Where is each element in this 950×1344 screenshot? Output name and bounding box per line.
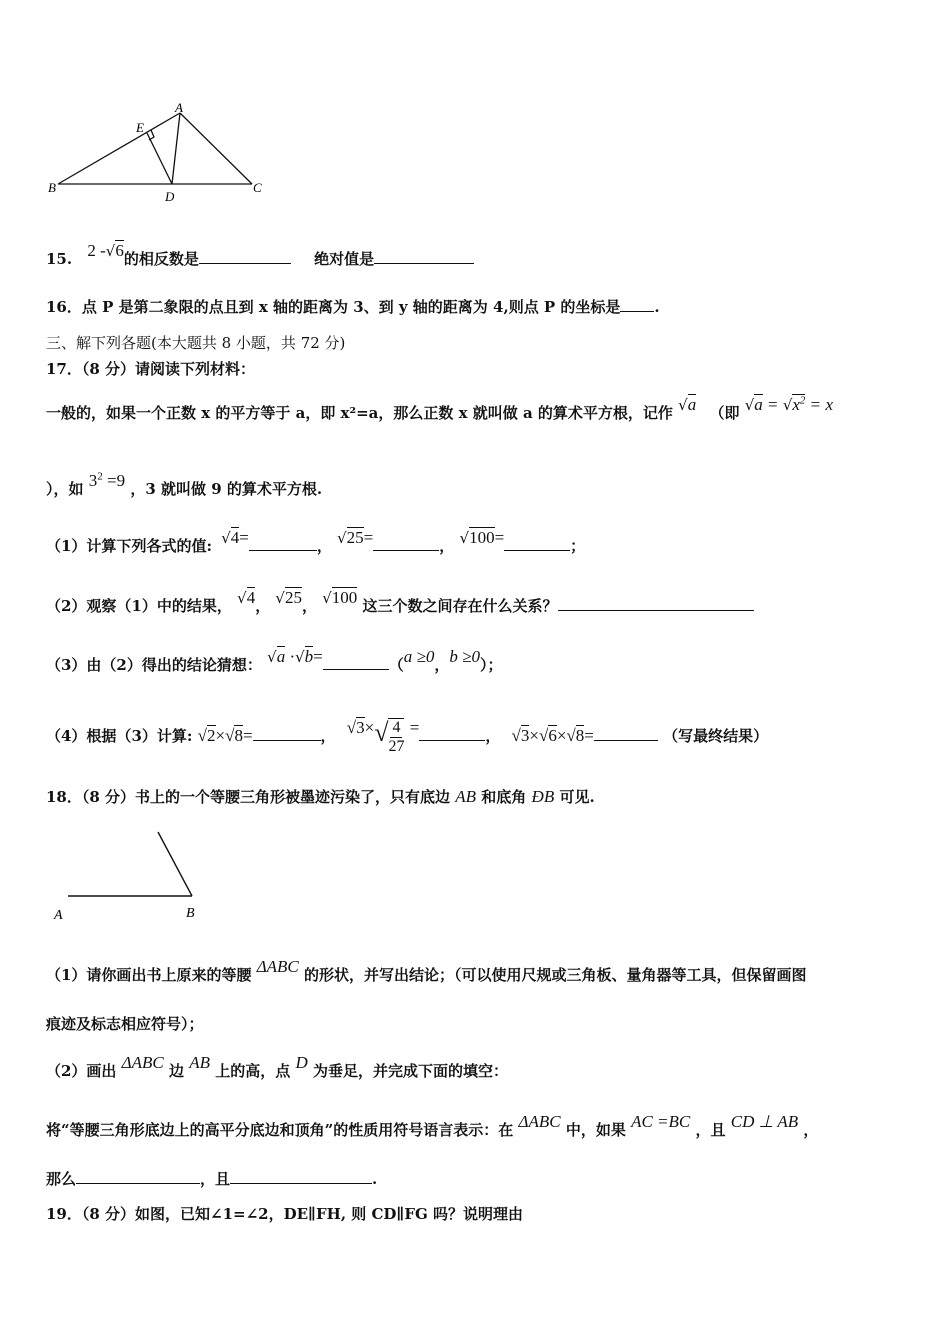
equals-2: = xyxy=(810,395,821,414)
q15-radicand: 6 xyxy=(115,241,124,260)
q17-paragraph-2 xyxy=(46,470,323,499)
sqrt-a: a xyxy=(687,395,697,414)
radicand-3: 3 xyxy=(356,718,365,737)
q17-p2-end: ，3 就叫做 9 的算术平方根. xyxy=(130,480,323,498)
q18-s2b: 边 xyxy=(169,1062,185,1080)
question-17-title xyxy=(46,358,255,379)
frac-den: 27 xyxy=(388,738,405,755)
q16-end: . xyxy=(654,298,660,316)
q17-title: 17．（8 分）请阅读下列材料： xyxy=(46,360,256,378)
answer-blank[interactable] xyxy=(419,739,485,741)
label-a: A xyxy=(54,908,63,923)
answer-blank[interactable] xyxy=(374,262,474,264)
eq: = xyxy=(409,718,420,737)
equals: = xyxy=(767,395,778,414)
radicand-25: 25 xyxy=(284,588,302,607)
q18-s4b: ，且 xyxy=(200,1170,231,1188)
q17-paragraph-1: 一般的，如果一个正数 x 的平方等于 a，即 x²=a，那么正数 x 就叫做 a 的算术平方根，记作 √a （即 $√a = √x^2 = x$ xyxy=(46,394,834,422)
q17-s2-label: （2）观察（1）中的结果， xyxy=(46,597,232,615)
q17-s1-label: （1）计算下列各式的值: xyxy=(46,537,212,555)
label-b: B xyxy=(48,180,56,195)
answer-blank[interactable] xyxy=(594,739,658,741)
q18-s3b: 中，如果 xyxy=(565,1121,626,1139)
label-b: B xyxy=(186,906,195,921)
q18-sub-1 xyxy=(46,957,807,985)
section-heading xyxy=(46,332,345,353)
cond-b: b ≥0 xyxy=(449,647,480,666)
sqrt-symbol: √ xyxy=(105,242,116,260)
question-15 xyxy=(46,241,474,269)
question-19 xyxy=(46,1203,523,1224)
q15-expr: 2 - xyxy=(87,241,106,260)
q17-p2-start: ），如 xyxy=(46,480,84,498)
ab-var: AB xyxy=(189,1053,211,1072)
answer-blank[interactable] xyxy=(249,549,317,551)
q18-sub-4 xyxy=(46,1168,377,1189)
x-var: x xyxy=(825,395,834,414)
q17-s3-label: （3）由（2）得出的结论猜想： xyxy=(46,656,262,674)
ac-bc: AC =BC xyxy=(631,1112,691,1131)
label-e: E xyxy=(136,120,144,135)
q15-text2: 绝对值是 xyxy=(314,250,375,268)
answer-blank[interactable] xyxy=(253,739,321,741)
q18-s2d: 为垂足，并完成下面的填空： xyxy=(313,1062,509,1080)
eq: = xyxy=(242,726,253,745)
q18-s3c: ，且 xyxy=(695,1121,726,1139)
cond-a: a ≥0 xyxy=(403,647,435,666)
sqrt-a-2: a xyxy=(754,395,763,414)
answer-blank[interactable] xyxy=(558,609,754,611)
radicand-3: 3 xyxy=(520,726,530,745)
question-16 xyxy=(46,296,660,317)
exp-2: 2 xyxy=(97,470,103,483)
q17-s4-end: （写最终结果） xyxy=(663,727,769,745)
angle-b: ÐB xyxy=(531,787,555,806)
d-var: D xyxy=(295,1053,308,1072)
label-a: A xyxy=(175,100,183,115)
radicand-8: 8 xyxy=(575,726,585,745)
eq-9: =9 xyxy=(107,471,126,490)
q17-sub-3: （3）由（2）得出的结论猜想： √a ·√b= （a ≥0，b ≥0）； xyxy=(46,647,503,674)
q17-sub-4: （4）根据（3）计算: √2×√8= ， √3×√ $\frac{4}{27}$ = ， √3×√6×√8= （写最终结果） xyxy=(46,718,769,755)
q18-s3a: 将“等腰三角形底边上的高平分底边和顶角”的性质用符号语言表示：在 xyxy=(46,1121,514,1139)
base-angle-figure xyxy=(50,826,210,926)
q18-s1c: 痕迹及标志相应符号）； xyxy=(46,1015,204,1033)
triangle-figure xyxy=(46,100,276,210)
q17-s2-end: 这三个数之间存在什么关系？ xyxy=(362,597,558,615)
q18-s1a: （1）请你画出书上原来的等腰 xyxy=(46,966,252,984)
answer-blank[interactable] xyxy=(230,1182,372,1184)
q17-s4-label: （4）根据（3）计算: xyxy=(46,727,193,745)
q18-s2c: 上的高，点 xyxy=(215,1062,291,1080)
sqrt-x-base: x xyxy=(792,395,800,414)
radicand-6: 6 xyxy=(548,726,557,745)
label-c: C xyxy=(253,180,262,195)
q18-title: 18．（8 分）书上的一个等腰三角形被墨迹污染了，只有底边 xyxy=(46,788,451,806)
frac-num: 4 xyxy=(392,719,401,736)
answer-blank[interactable] xyxy=(199,262,291,264)
q18-sub-3 xyxy=(46,1112,819,1140)
q15-number: 15. xyxy=(46,250,73,268)
radicand-100: 100 xyxy=(469,528,495,547)
q18-s1b: 的形状，并写出结论；（可以使用尺规或三角板、量角器等工具，但保留画图 xyxy=(304,966,807,984)
eq: = xyxy=(584,726,594,745)
radicand-2: 2 xyxy=(207,726,216,745)
answer-blank[interactable] xyxy=(76,1182,200,1184)
eq: = xyxy=(313,647,323,666)
ab-var: AB xyxy=(455,787,477,806)
eq: = xyxy=(494,528,505,547)
q18-s2a: （2）画出 xyxy=(46,1062,117,1080)
label-d: D xyxy=(165,189,175,204)
q18-end: 可见. xyxy=(559,788,595,806)
answer-blank[interactable] xyxy=(373,549,439,551)
q18-s4c: . xyxy=(372,1170,378,1188)
q17-sub-1: （1）计算下列各式的值: √4= ， √25= ， √100= ； xyxy=(46,528,586,555)
q16-text: 16．点 P 是第二象限的点且到 x 轴的距离为 3、到 y 轴的距离为 4,则点 P 的坐标是 xyxy=(46,298,621,316)
triangle-abc: ΔABC xyxy=(121,1053,164,1072)
radicand-8: 8 xyxy=(234,726,243,745)
section-3-text: 三、解下列各题(本大题共 8 小题，共 72 分) xyxy=(46,334,346,352)
exponent-2: 2 xyxy=(799,394,806,407)
radicand-100: 100 xyxy=(331,588,358,607)
q18-sub-2 xyxy=(46,1053,509,1081)
answer-blank[interactable] xyxy=(504,549,570,551)
base-3: 3 xyxy=(88,471,98,490)
q18-s4a: 那么 xyxy=(46,1170,77,1188)
eq: = xyxy=(239,528,249,547)
radicand-4: 4 xyxy=(230,528,240,547)
q17-ji: （即 xyxy=(709,404,740,422)
answer-blank[interactable] xyxy=(620,310,654,312)
q19-text: 19．（8 分）如图，已知∠1=∠2，DE∥FH, 则 CD∥FG 吗？说明理由 xyxy=(46,1205,524,1223)
question-18-title xyxy=(46,786,595,807)
triangle-abc: ΔABC xyxy=(518,1112,561,1131)
q15-text1: 的相反数是 xyxy=(123,250,199,268)
q17-sub-2: （2）观察（1）中的结果， √4， √25， √100 这三个数之间存在什么关系？ xyxy=(46,595,754,616)
eq: = xyxy=(363,528,374,547)
q17-p1: 一般的，如果一个正数 x 的平方等于 a，即 x²=a，那么正数 x 就叫做 a 的算术平方根，记作 xyxy=(46,404,673,422)
cd-perp-ab: CD ⊥ AB xyxy=(730,1112,799,1131)
answer-blank[interactable] xyxy=(323,668,389,670)
q18-mid: 和底角 xyxy=(481,788,527,806)
triangle-abc: ΔABC xyxy=(256,957,299,976)
radicand-25: 25 xyxy=(346,528,364,547)
radicand-4: 4 xyxy=(246,588,256,607)
q18-s3d: ， xyxy=(803,1121,819,1139)
q18-sub-1-cont xyxy=(46,1013,204,1034)
